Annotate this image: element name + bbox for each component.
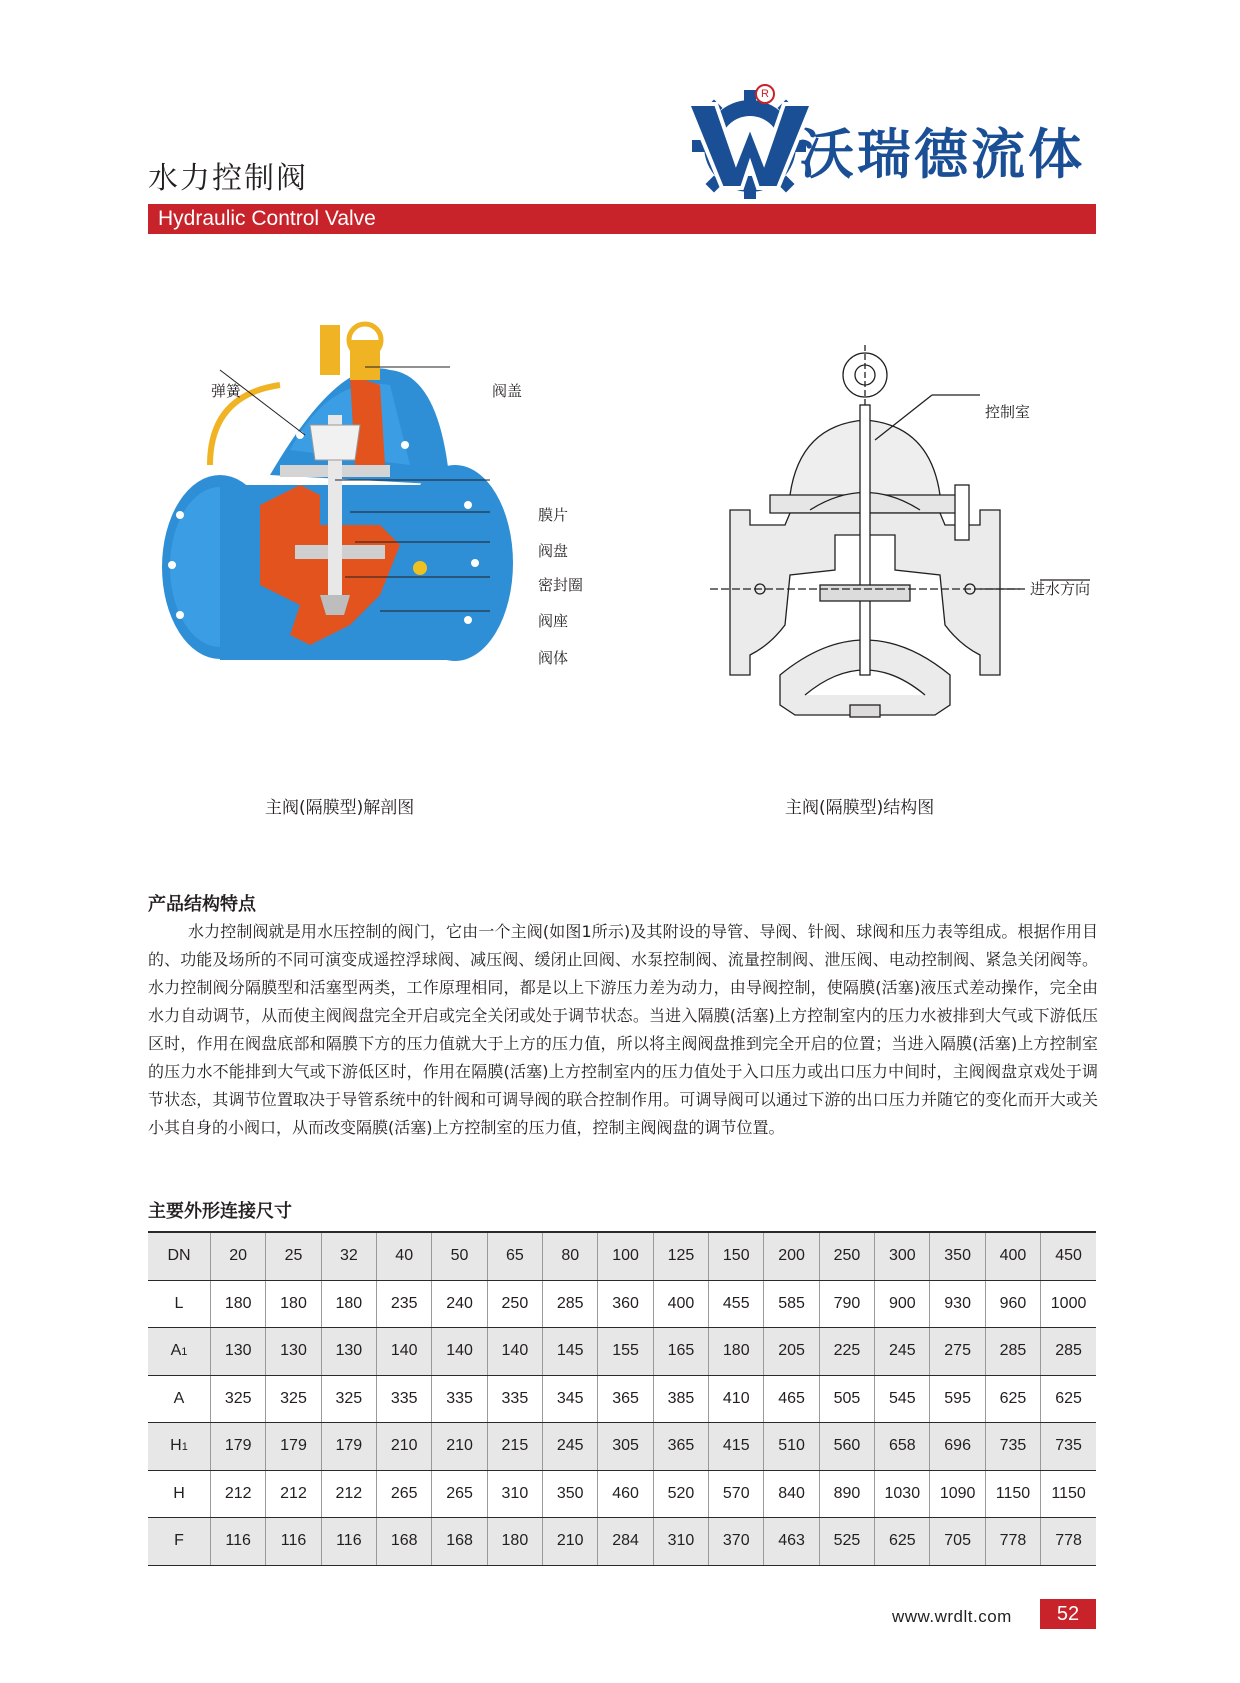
row-label <box>148 1423 211 1471</box>
table-cell: 20 <box>211 1232 266 1280</box>
table-cell: 560 <box>819 1423 874 1471</box>
row-label-subscript: 1 <box>181 1441 188 1454</box>
table-cell: 525 <box>819 1518 874 1566</box>
table-row <box>148 1470 1096 1518</box>
table-cell: 130 <box>266 1328 321 1376</box>
row-label <box>148 1470 211 1518</box>
table-cell: 335 <box>487 1375 542 1423</box>
table-cell: 625 <box>985 1375 1040 1423</box>
table-cell: 658 <box>875 1423 930 1471</box>
callout-body: 阀体 <box>538 649 569 667</box>
table-cell: 310 <box>653 1518 708 1566</box>
table-cell: 385 <box>653 1375 708 1423</box>
table-cell: 520 <box>653 1470 708 1518</box>
table-cell: 930 <box>930 1280 985 1328</box>
row-label-text: L <box>174 1294 184 1312</box>
table-cell: 455 <box>709 1280 764 1328</box>
table-cell: 145 <box>543 1328 598 1376</box>
table-cell: 180 <box>211 1280 266 1328</box>
structure-paragraph: 水力控制阀就是用水压控制的阀门，它由一个主阀(如图1所示)及其附设的导管、导阀、针阀、球阀和压力表等组成。根据作用目的、功能及场所的不同可演变成遥控浮球阀、减压阀、缓闭止回阀、水泵控制阀、流量控制阀、泄压阀、电动控制阀、紧急关闭阀等。水力控制阀分隔膜型和活塞型两类，工作原理相同，都是以上下游压力差为动力，由导阀控制，使隔膜(活塞)液压式差动操作，完全由水力自动调节，从而使主阀阀盘完全开启或完全关闭或处于调节状态。当进入隔膜(活塞)上方控制室内的压力水被排到大气或下游低压区时，作用在阀盘底部和隔膜下方的压力值就大于上方的压力值，所以将主阀阀盘推到完全开启的位置；当进入隔膜(活塞)上方控制室的压力水不能排到大气或下游低区时，作用在隔膜(活塞)上方控制室内的压力值处于入口压力或出口压力中间时，主阀阀盘京戏处于调节状态，其调节位置取决于导管系统中的针阀和可调导阀的联合控制作用。可调导阀可以通过下游的出口压力并随它的变化而开大或关小其自身的小阀口，从而改变隔膜(活塞)上方控制室的压力值，控制主阀阀盘的调节位置。 <box>148 922 1098 1137</box>
table-cell: 1150 <box>985 1470 1040 1518</box>
valve-cutaway-illustration <box>150 315 620 735</box>
table-cell: 212 <box>321 1470 376 1518</box>
table-cell: 130 <box>211 1328 266 1376</box>
table-cell: 705 <box>930 1518 985 1566</box>
table-cell: 180 <box>266 1280 321 1328</box>
table-cell: 360 <box>598 1280 653 1328</box>
table-cell: 625 <box>875 1518 930 1566</box>
table-cell: 325 <box>321 1375 376 1423</box>
table-cell: 415 <box>709 1423 764 1471</box>
callout-spring: 弹簧 <box>211 382 242 400</box>
table-cell: 595 <box>930 1375 985 1423</box>
table-row <box>148 1518 1096 1566</box>
structure-heading: 产品结构特点 <box>148 894 256 915</box>
table-cell: 285 <box>1041 1328 1096 1376</box>
row-label <box>148 1518 211 1566</box>
dimensions-table <box>148 1231 1096 1566</box>
table-cell: 1030 <box>875 1470 930 1518</box>
table-cell: 284 <box>598 1518 653 1566</box>
row-label-text: H <box>170 1437 182 1455</box>
table-cell: 1090 <box>930 1470 985 1518</box>
table-cell: 235 <box>377 1280 432 1328</box>
row-label-text: H <box>173 1484 185 1502</box>
table-cell: 696 <box>930 1423 985 1471</box>
website-url: www.wrdlt.com <box>892 1607 1012 1626</box>
table-row <box>148 1375 1096 1423</box>
callout-seal-ring: 密封圈 <box>538 576 584 594</box>
table-cell: 310 <box>487 1470 542 1518</box>
table-cell: 245 <box>875 1328 930 1376</box>
table-cell: 205 <box>764 1328 819 1376</box>
dimensions-heading: 主要外形连接尺寸 <box>148 1201 292 1222</box>
table-cell: 240 <box>432 1280 487 1328</box>
table-cell: 840 <box>764 1470 819 1518</box>
table-cell: 325 <box>211 1375 266 1423</box>
table-cell: 1000 <box>1041 1280 1096 1328</box>
table-cell: 200 <box>764 1232 819 1280</box>
registered-mark: R <box>755 84 775 104</box>
table-cell: 116 <box>321 1518 376 1566</box>
title-bar: Hydraulic Control Valve <box>148 204 1096 234</box>
table-cell: 168 <box>377 1518 432 1566</box>
table-cell: 250 <box>819 1232 874 1280</box>
table-cell: 140 <box>487 1328 542 1376</box>
row-label-subscript: 1 <box>181 1346 188 1359</box>
table-cell: 778 <box>985 1518 1040 1566</box>
table-cell: 285 <box>985 1328 1040 1376</box>
table-cell: 210 <box>543 1518 598 1566</box>
table-cell: 350 <box>930 1232 985 1280</box>
table-cell: 345 <box>543 1375 598 1423</box>
table-cell: 790 <box>819 1280 874 1328</box>
row-label <box>148 1232 211 1280</box>
table-cell: 130 <box>321 1328 376 1376</box>
table-cell: 510 <box>764 1423 819 1471</box>
row-label <box>148 1375 211 1423</box>
table-cell: 40 <box>377 1232 432 1280</box>
row-label-text: DN <box>167 1247 191 1265</box>
table-cell: 100 <box>598 1232 653 1280</box>
table-cell: 890 <box>819 1470 874 1518</box>
table-row <box>148 1423 1096 1471</box>
callout-seat: 阀座 <box>538 612 569 630</box>
table-cell: 210 <box>432 1423 487 1471</box>
table-cell: 225 <box>819 1328 874 1376</box>
table-cell: 215 <box>487 1423 542 1471</box>
table-cell: 265 <box>432 1470 487 1518</box>
table-cell: 140 <box>377 1328 432 1376</box>
table-cell: 50 <box>432 1232 487 1280</box>
table-cell: 80 <box>543 1232 598 1280</box>
table-cell: 585 <box>764 1280 819 1328</box>
table-cell: 410 <box>709 1375 764 1423</box>
table-cell: 365 <box>598 1375 653 1423</box>
table-cell: 180 <box>321 1280 376 1328</box>
table-cell: 625 <box>1041 1375 1096 1423</box>
table-row <box>148 1280 1096 1328</box>
table-cell: 285 <box>543 1280 598 1328</box>
table-cell: 400 <box>985 1232 1040 1280</box>
table-cell: 168 <box>432 1518 487 1566</box>
table-cell: 570 <box>709 1470 764 1518</box>
table-cell: 275 <box>930 1328 985 1376</box>
row-label-text: F <box>174 1532 184 1550</box>
table-cell: 450 <box>1041 1232 1096 1280</box>
table-cell: 65 <box>487 1232 542 1280</box>
table-cell: 350 <box>543 1470 598 1518</box>
table-cell: 465 <box>764 1375 819 1423</box>
table-cell: 778 <box>1041 1518 1096 1566</box>
table-cell: 180 <box>709 1328 764 1376</box>
table-cell: 460 <box>598 1470 653 1518</box>
row-label-text: A <box>173 1389 185 1407</box>
table-cell: 125 <box>653 1232 708 1280</box>
table-cell: 735 <box>1041 1423 1096 1471</box>
table-cell: 325 <box>266 1375 321 1423</box>
table-cell: 960 <box>985 1280 1040 1328</box>
table-cell: 305 <box>598 1423 653 1471</box>
table-cell: 179 <box>321 1423 376 1471</box>
callout-disc: 阀盘 <box>538 542 569 560</box>
caption-cutaway: 主阀(隔膜型)解剖图 <box>265 798 415 818</box>
table-cell: 335 <box>432 1375 487 1423</box>
page-number: 52 <box>1040 1599 1096 1629</box>
table-cell: 400 <box>653 1280 708 1328</box>
table-cell: 140 <box>432 1328 487 1376</box>
row-label <box>148 1280 211 1328</box>
callout-control-chamber: 控制室 <box>985 403 1031 421</box>
table-cell: 155 <box>598 1328 653 1376</box>
table-cell: 265 <box>377 1470 432 1518</box>
table-cell: 179 <box>266 1423 321 1471</box>
table-cell: 335 <box>377 1375 432 1423</box>
table-cell: 245 <box>543 1423 598 1471</box>
table-row <box>148 1232 1096 1280</box>
table-cell: 212 <box>211 1470 266 1518</box>
callout-bonnet: 阀盖 <box>492 382 523 400</box>
table-cell: 463 <box>764 1518 819 1566</box>
table-cell: 25 <box>266 1232 321 1280</box>
callout-diaphragm: 膜片 <box>538 506 569 524</box>
table-cell: 212 <box>266 1470 321 1518</box>
valve-structure-diagram <box>710 345 1120 735</box>
table-cell: 735 <box>985 1423 1040 1471</box>
brand-name: 沃瑞德流体 <box>800 123 1085 186</box>
table-cell: 116 <box>266 1518 321 1566</box>
callout-inflow-direction: 进水方向 <box>1030 580 1091 598</box>
table-cell: 300 <box>875 1232 930 1280</box>
table-cell: 250 <box>487 1280 542 1328</box>
table-cell: 150 <box>709 1232 764 1280</box>
table-cell: 165 <box>653 1328 708 1376</box>
table-row <box>148 1328 1096 1376</box>
table-cell: 210 <box>377 1423 432 1471</box>
table-cell: 1150 <box>1041 1470 1096 1518</box>
table-cell: 179 <box>211 1423 266 1471</box>
page-title: 水力控制阀 <box>148 161 308 196</box>
table-cell: 180 <box>487 1518 542 1566</box>
table-cell: 365 <box>653 1423 708 1471</box>
table-cell: 116 <box>211 1518 266 1566</box>
table-cell: 32 <box>321 1232 376 1280</box>
table-cell: 545 <box>875 1375 930 1423</box>
table-cell: 370 <box>709 1518 764 1566</box>
caption-structure: 主阀(隔膜型)结构图 <box>785 798 935 818</box>
row-label-text: A <box>170 1342 182 1360</box>
row-label <box>148 1328 211 1376</box>
table-cell: 505 <box>819 1375 874 1423</box>
table-cell: 900 <box>875 1280 930 1328</box>
